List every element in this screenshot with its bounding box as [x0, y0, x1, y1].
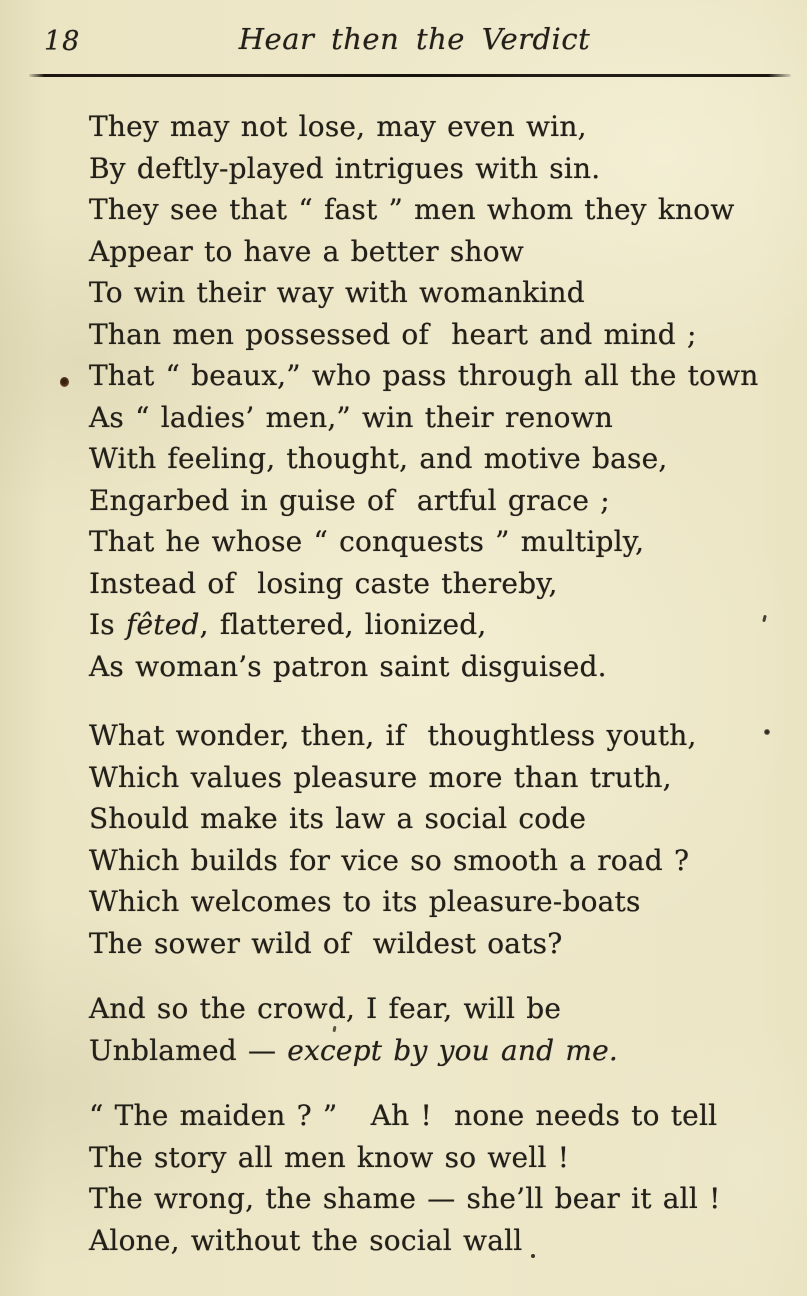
poem-line: What wonder, then, if thoughtless youth, [89, 719, 697, 752]
poem-line: “ The maiden ? ” Ah ! none needs to tell [89, 1099, 718, 1132]
poem-line: The sower wild of wildest oats? [89, 926, 563, 960]
stanza [89, 715, 759, 964]
poem-line: That he whose “ conquests ” multiply, [89, 525, 645, 558]
stanza [89, 1095, 759, 1261]
scan-speck [764, 729, 770, 735]
header-rule [29, 74, 791, 77]
scan-speck [60, 377, 69, 387]
poem-line: By deftly-played intrigues with sin. [89, 151, 601, 185]
poem-line: The wrong, the shame — she’ll bear it all ! [89, 1182, 721, 1215]
stanza [89, 106, 759, 687]
poem-line: Appear to have a better show [89, 234, 524, 268]
stanza [89, 988, 759, 1071]
scan-speck [762, 615, 767, 623]
running-title: Hear then the Verdict [238, 22, 591, 56]
poem-line: The story all men know so well ! [89, 1140, 570, 1174]
poem-line: With feeling, thought, and motive base, [89, 442, 668, 475]
poem-line: Unblamed — except by you and me. [89, 1033, 618, 1067]
poem-line: Should make its law a social code [89, 802, 587, 835]
poem-line: To win their way with womankind [89, 276, 585, 309]
poem-line: Which builds for vice so smooth a road ? [89, 843, 690, 877]
poem-line: Than men possessed of heart and mind ; [89, 317, 697, 351]
poem-line: They see that “ fast ” men whom they know [89, 193, 735, 226]
poem-line: They may not lose, may even win, [89, 110, 587, 143]
poem-line: And so the crowd, I fear, will be [89, 992, 562, 1025]
poem-line: Instead of losing caste thereby, [89, 566, 558, 600]
poem-line: Is fêted, flattered, lionized, [89, 608, 487, 641]
poem-line: Which values pleasure more than truth, [89, 760, 672, 794]
poem-line: Which welcomes to its pleasure-boats [89, 885, 641, 918]
poem-line: That “ beaux,” who pass through all the town [89, 359, 759, 392]
poem-line: Alone, without the social wall [89, 1223, 523, 1257]
scan-speck [531, 1254, 535, 1258]
poem-line: As woman’s patron saint disguised. [89, 649, 607, 683]
poem-line: Engarbed in guise of artful grace ; [89, 483, 610, 517]
page-number: 18 [44, 26, 81, 57]
poem-body [89, 106, 759, 1261]
poem-line: As “ ladies’ men,” win their renown [89, 400, 614, 434]
